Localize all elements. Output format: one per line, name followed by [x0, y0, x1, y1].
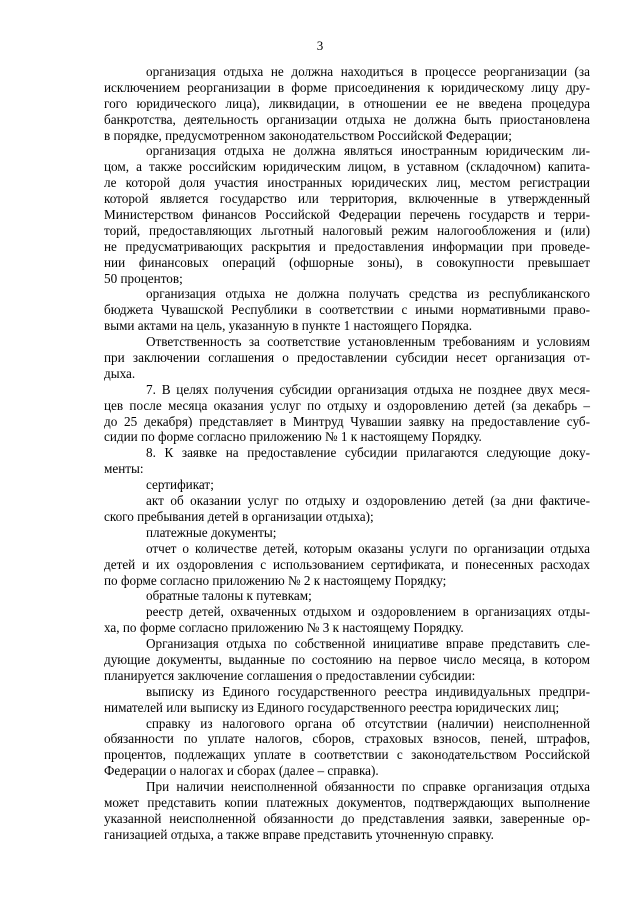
text-line: гого юридического лица), ликвидации, в отношении ее не введена процедура [104, 95, 590, 111]
paragraph [104, 716, 590, 780]
text-line: бюджета Чувашской Республики в соответствии с иными нормативными право- [104, 302, 590, 318]
text-line: детей и их оздоровления с использованием сертификата, и понесенных расходах [104, 556, 590, 572]
text-line: дыха. [104, 365, 136, 381]
text-line: организация отдыха не должна получать средства из республиканского [146, 286, 590, 302]
text-line: Организация отдыха по собственной инициативе вправе представить сле- [146, 636, 590, 652]
paragraph [104, 588, 590, 604]
paragraph [104, 541, 590, 589]
text-line: Ответственность за соответствие установленным требованиям и условиям [146, 334, 590, 350]
paragraph [104, 684, 590, 716]
text-line: дующие документы, выданные по состоянию на первое число месяца, в котором [104, 651, 590, 667]
text-line: банкротства, деятельность организации отдыха не должна быть приостановлена [104, 111, 590, 127]
text-line: 8. К заявке на предоставление субсидии прилагаются следующие доку- [146, 445, 590, 461]
paragraph [104, 779, 590, 843]
paragraph [104, 477, 590, 493]
text-line: организация отдыха не должна являться иностранным юридическим ли- [146, 143, 590, 159]
paragraph [104, 334, 590, 382]
text-line: 7. В целях получения субсидии организация отдыха не позднее двух меся- [146, 381, 590, 397]
text-line: нии финансовых операций (офшорные зоны), в совокупности превышает [104, 254, 590, 270]
text-line: При наличии неисполненной обязанности по справке организация отдыха [146, 779, 590, 795]
text-line: Министерством финансов Российской Федерации перечень государств и терри- [104, 207, 590, 223]
text-line: организация отдыха не должна находиться в процессе реорганизации (за [146, 64, 590, 79]
text-line: Федерации о налогах и сборах (далее – справка). [104, 763, 379, 779]
text-line: платежные документы; [146, 524, 277, 540]
text-line: реестр детей, охваченных отдыхом и оздоровлением в организациях отды- [146, 604, 590, 620]
text-line: исключением реорганизации в форме присоединения к юридическому лицу дру- [104, 79, 590, 95]
text-line: по форме согласно приложению № 2 к настоящему Порядку; [104, 572, 447, 588]
text-line: ского пребывания детей в организации отдыха); [104, 508, 374, 524]
text-line: указанной неисполненной обязанности до представления заявки, заверенные ор- [104, 810, 590, 826]
text-line: обратные талоны к путевкам; [146, 588, 312, 604]
text-line: отчет о количестве детей, которым оказаны услуги по организации отдыха [146, 540, 590, 556]
text-line: менты: [104, 461, 144, 477]
paragraph [104, 143, 590, 286]
text-line: сертификат; [146, 477, 214, 493]
text-line: нимателей или выписку из Единого государственного реестра юридических лиц; [104, 699, 560, 715]
paragraph [104, 636, 590, 684]
text-line: справку из налогового органа об отсутствии (наличии) неисполненной [146, 715, 590, 731]
paragraph [104, 64, 590, 143]
paragraph [104, 604, 590, 636]
page-number: 3 [316, 38, 324, 53]
text-line: в порядке, предусмотренном законодательством Российской Федерации; [104, 127, 512, 143]
text-line: обязанности по уплате налогов, сборов, страховых взносов, пеней, штрафов, [104, 731, 590, 747]
text-line: планируется заключение соглашения о предоставлении субсидии: [104, 667, 476, 683]
paragraph [104, 493, 590, 525]
text-line: 50 процентов; [104, 270, 183, 286]
text-line: акт об оказании услуг по отдыху и оздоровлению детей (за дни фактиче- [146, 493, 590, 509]
text-line: торий, предоставляющих льготный налоговый режим налогообложения и (или) [104, 222, 590, 238]
document-body [104, 64, 590, 843]
text-line: цом, а также российским юридическим лицом, в уставном (складочном) капита- [104, 159, 590, 175]
paragraph [104, 445, 590, 477]
text-line: выписку из Единого государственного реестра индивидуальных предпри- [146, 683, 590, 699]
paragraph [104, 525, 590, 541]
text-line: ганизацией отдыха, а также вправе представить уточненную справку. [104, 826, 494, 842]
text-line: выми актами на цель, указанную в пункте 1 настоящего Порядка. [104, 318, 473, 334]
text-line: до 25 декабря) представляет в Минтруд Чувашии заявку на предоставление суб- [104, 413, 590, 429]
text-line: может представить копии платежных документов, подтверждающих выполнение [104, 794, 590, 810]
text-line: ха, по форме согласно приложению № 3 к настоящему Порядку. [104, 620, 464, 636]
text-line: процентов, подлежащих уплате в соответствии с законодательством Российской [104, 747, 590, 763]
paragraph [104, 286, 590, 334]
text-line: при заключении соглашения о предоставлении субсидии несет организация от- [104, 350, 590, 366]
paragraph [104, 382, 590, 446]
text-line: цев после месяца оказания услуг по отдыху и оздоровлению детей (за декабрь – [104, 397, 590, 413]
text-line: не предусматривающих раскрытия и предоставления информации при проведе- [104, 238, 590, 254]
text-line: сидии по форме согласно приложению № 1 к настоящему Порядку. [104, 429, 482, 445]
text-line: которой является государство или территория, включенные в утвержденный [104, 191, 590, 207]
text-line: ле которой доля участия иностранных юридических лиц, местом регистрации [104, 175, 590, 191]
